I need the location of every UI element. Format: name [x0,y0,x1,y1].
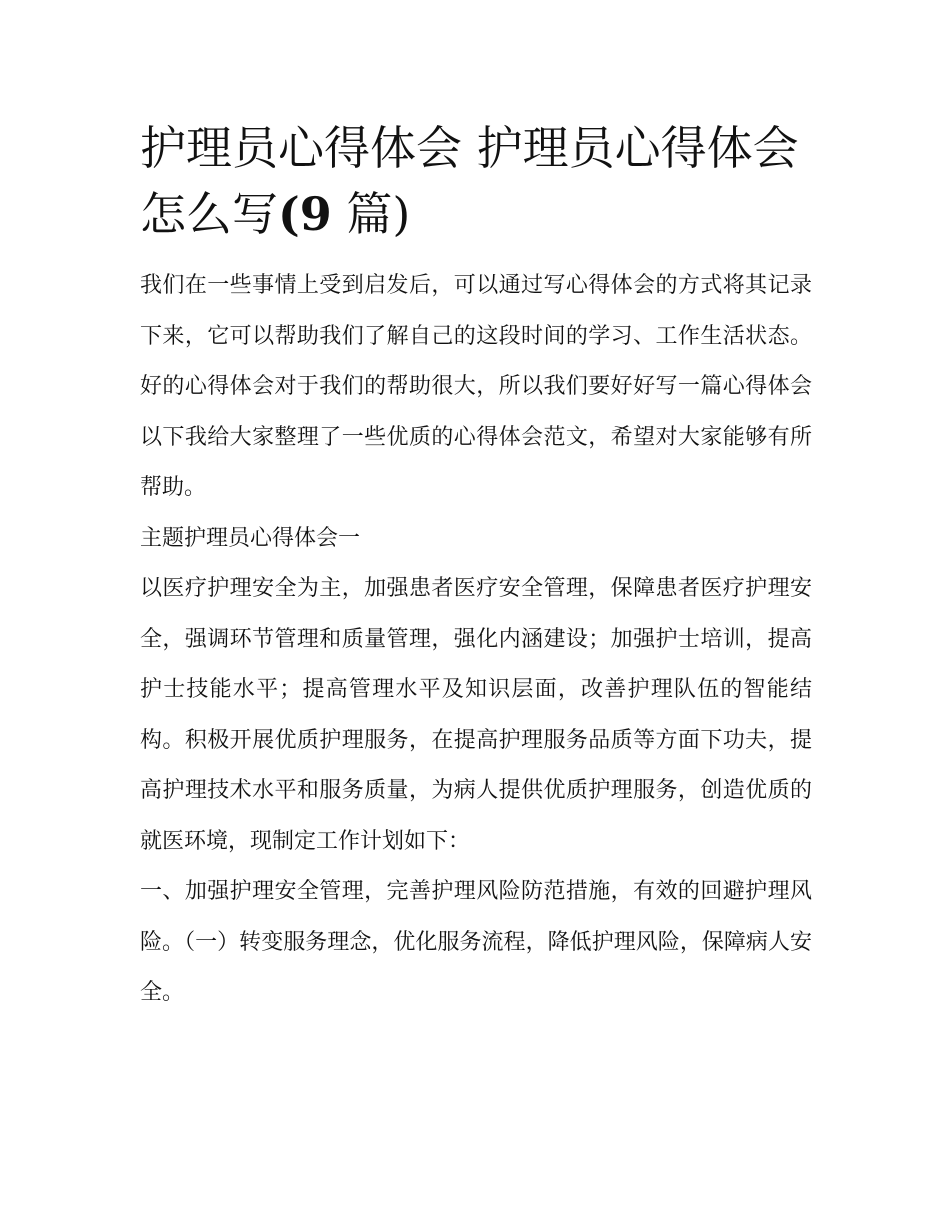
body-paragraph-1: 以医疗护理安全为主，加强患者医疗安全管理，保障患者医疗护理安全，强调环节管理和质量管理，强化内涵建设；加强护士培训，提高护士技能水平；提高管理水平及知识层面，改善护理队伍的智能结构。积极开展优质护理服务，在提高护理服务品质等方面下功夫，提高护理技术水平和服务质量，为病人提供优质护理服务，创造优质的就医环境，现制定工作计划如下： [140,576,812,854]
title-count: (9 [278,187,332,241]
body-paragraph-2: 一、加强护理安全管理，完善护理风险防范措施，有效的回避护理风险。（一）转变服务理念，优化服务流程，降低护理风险，保障病人安全。 [140,879,812,1005]
document-body [140,261,812,1019]
intro-paragraph: 我们在一些事情上受到启发后，可以通过写心得体会的方式将其记录下来，它可以帮助我们了解自己的这段时间的学习、工作生活状态。好的心得体会对于我们的帮助很大，所以我们要好好写一篇心得体会以下我给大家整理了一些优质的心得体会范文，希望对大家能够有所帮助。 [140,273,812,500]
document-title [140,115,812,247]
document-content [140,115,812,1019]
title-text: 护理员心得体会 护理员心得体会怎么写 [140,121,799,241]
section-heading: 主题护理员心得体会一 [140,525,361,551]
title-suffix: 篇) [331,187,411,241]
